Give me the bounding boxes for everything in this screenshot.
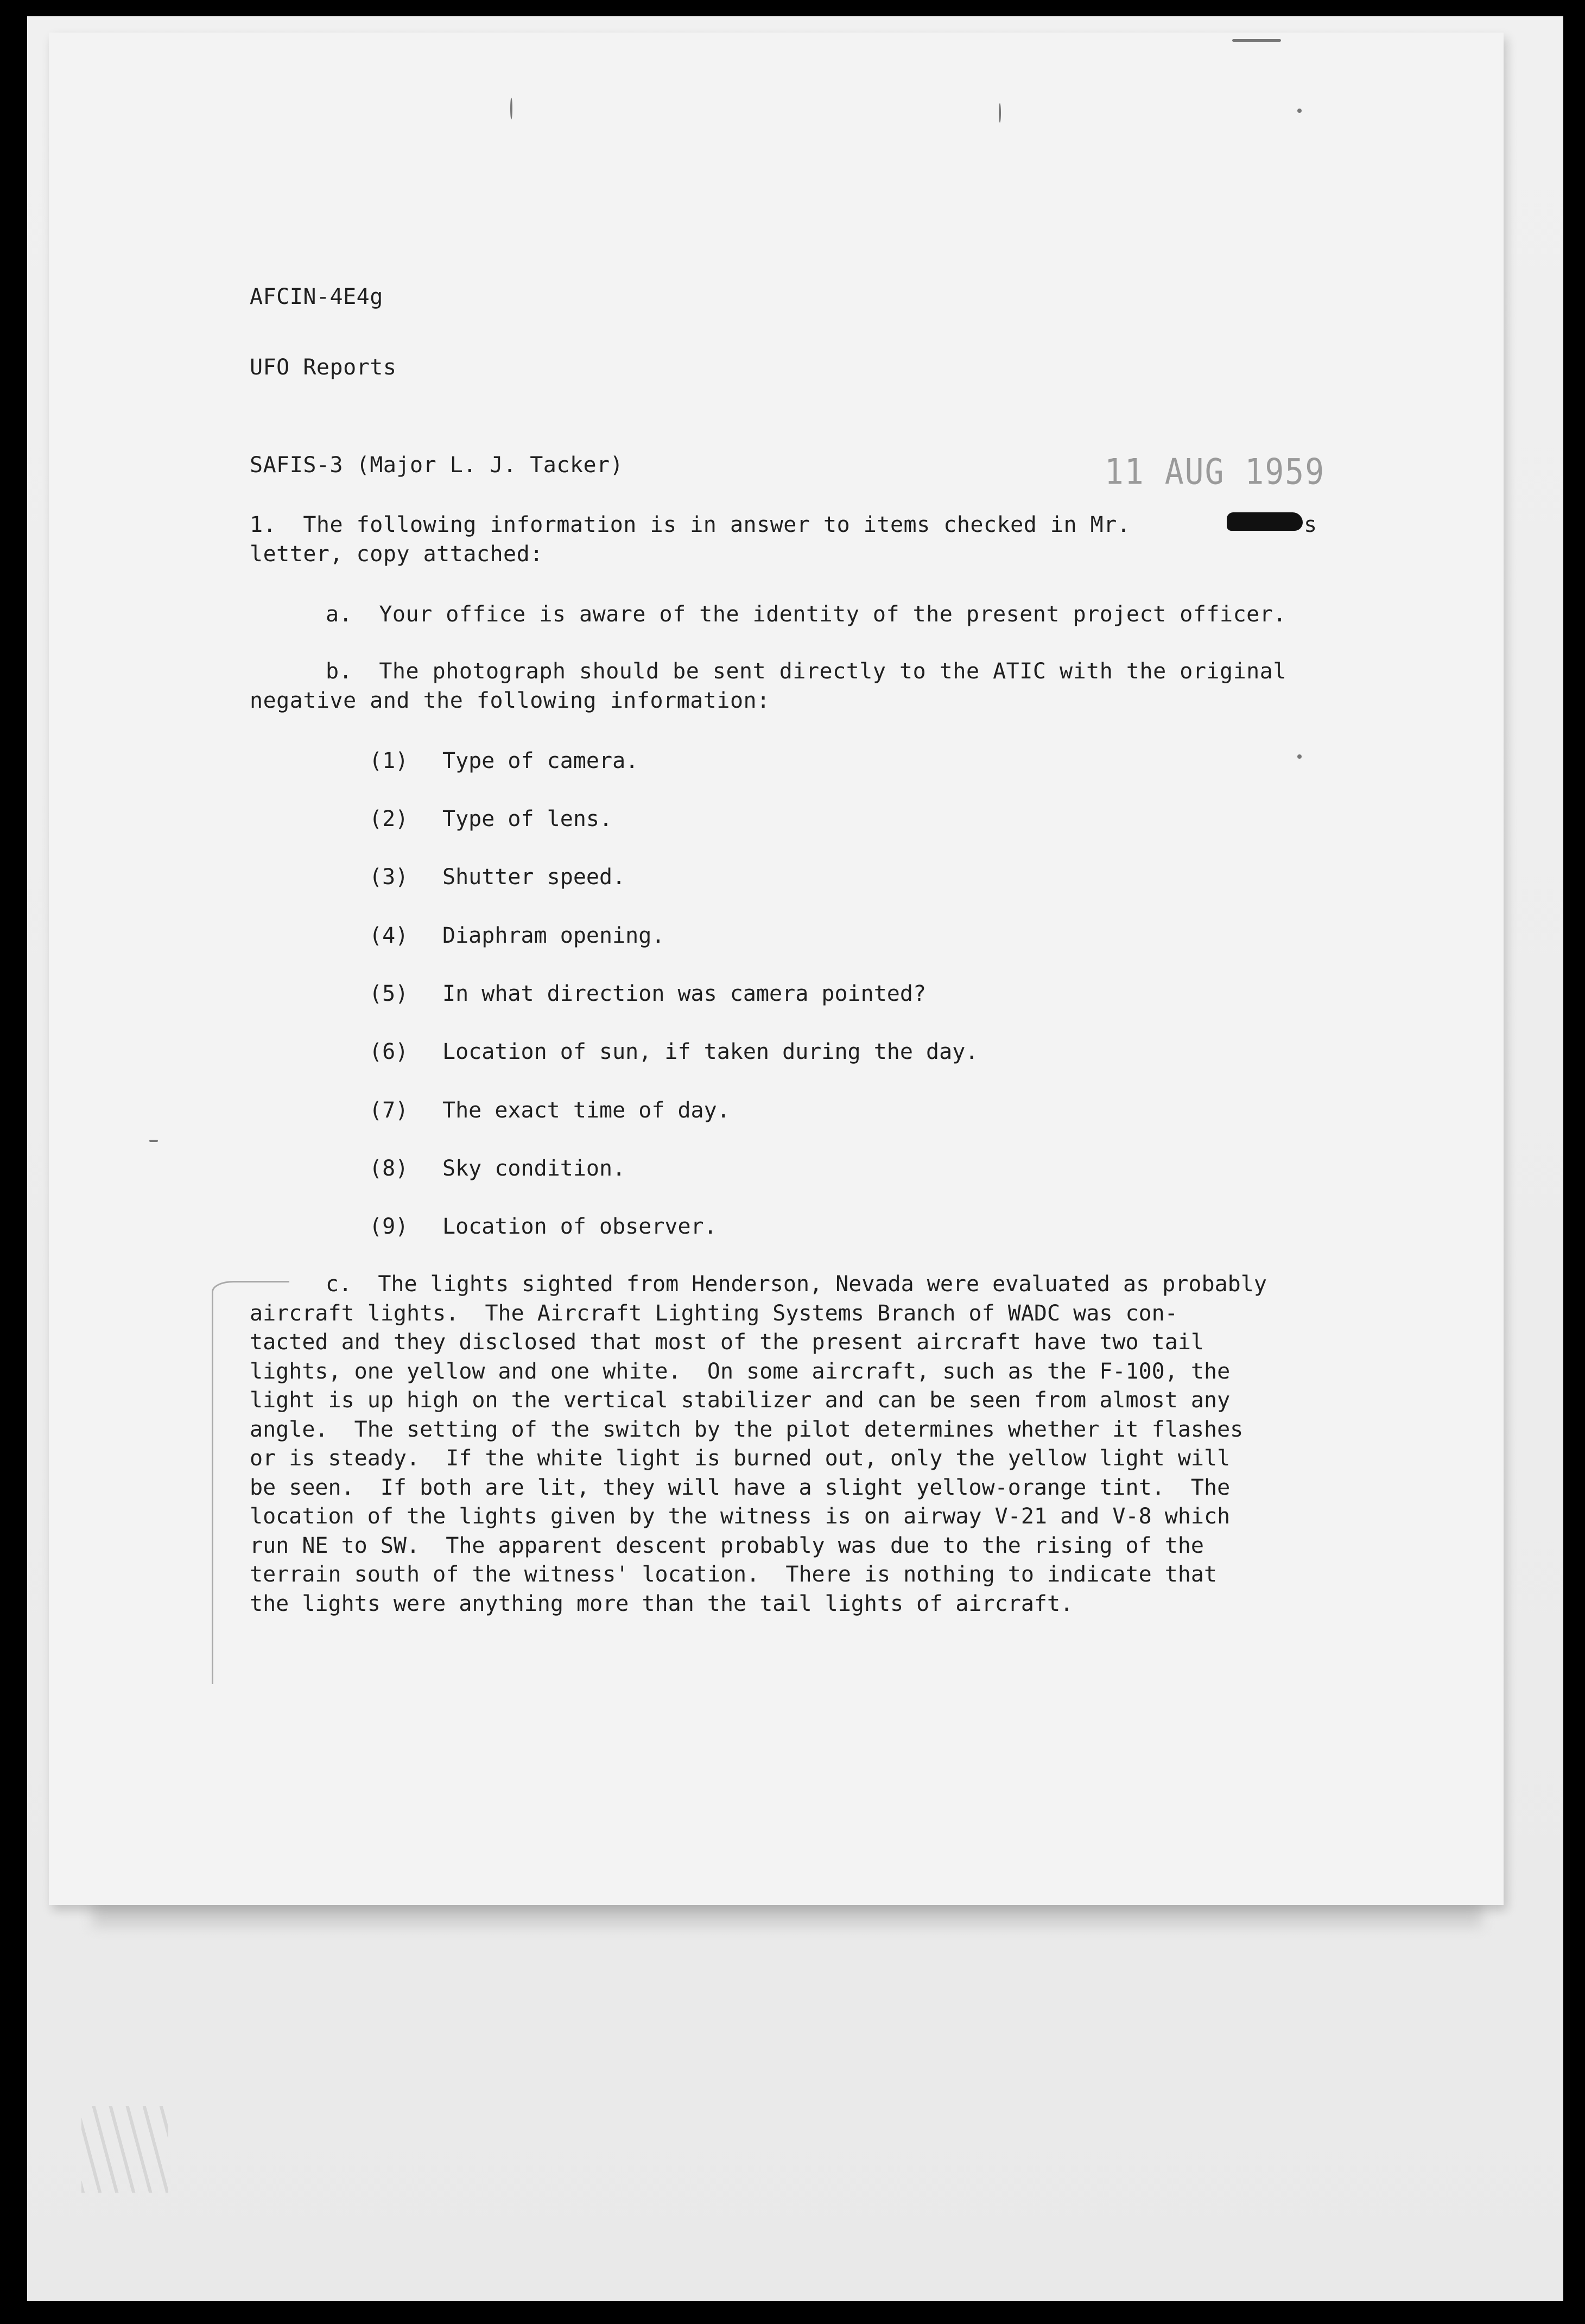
paragraph-c-line: the lights were anything more than the tail lights of aircraft. (250, 1591, 1074, 1616)
item-number: (6) (369, 1039, 409, 1064)
scan-speck (1297, 754, 1302, 759)
scan-speck (149, 1140, 158, 1142)
paragraph-c-line: be seen. If both are lit, they will have a slight yellow-orange tint. The (250, 1475, 1231, 1500)
scan-speck (999, 103, 1001, 123)
item-number: (8) (369, 1156, 409, 1181)
paragraph-c-line: tacted and they disclosed that most of the present aircraft have two tail (250, 1330, 1204, 1355)
paragraph-1-line-1: 1. The following information is in answer to items checked in Mr. (250, 512, 1131, 537)
paragraph-c-line: angle. The setting of the switch by the pilot determines whether it flashes (250, 1417, 1244, 1442)
scan-speck (510, 98, 512, 119)
item-text: In what direction was camera pointed? (442, 981, 927, 1006)
item-text: Type of camera. (442, 748, 639, 773)
date-stamp: 11 AUG 1959 (1105, 450, 1326, 493)
paragraph-b-line-2: negative and the following information: (250, 688, 770, 713)
addressee-line: SAFIS-3 (Major L. J. Tacker) (250, 453, 624, 478)
item-number: (1) (369, 748, 409, 773)
subject-line: UFO Reports (250, 355, 397, 380)
show-through-marks (81, 2106, 168, 2193)
paragraph-c-line: lights, one yellow and one white. On some aircraft, such as the F-100, the (250, 1358, 1231, 1384)
paragraph-1-suffix: s (1304, 512, 1317, 537)
item-text: Type of lens. (442, 807, 613, 831)
item-number: (9) (369, 1214, 409, 1239)
paragraph-c-line: location of the lights given by the witness is on airway V-21 and V-8 which (250, 1504, 1231, 1529)
item-text: Shutter speed. (442, 865, 626, 890)
paragraph-c-line: c. The lights sighted from Henderson, Nevada were evaluated as probably (326, 1272, 1267, 1297)
paragraph-c-line: run NE to SW. The apparent descent probably was due to the rising of the (250, 1533, 1204, 1558)
item-number: (7) (369, 1098, 409, 1123)
item-text: Location of observer. (442, 1214, 717, 1239)
paragraph-c-line: or is steady. If the white light is burned out, only the yellow light will (250, 1446, 1231, 1471)
item-number: (2) (369, 807, 409, 831)
paragraph-c (250, 1270, 1267, 1618)
item-number: (3) (369, 865, 409, 890)
paragraph-b-line-1: b. The photograph should be sent directly to the ATIC with the original (326, 659, 1286, 684)
paragraph-c-line: light is up high on the vertical stabilizer and can be seen from almost any (250, 1388, 1231, 1413)
item-text: Diaphram opening. (442, 923, 665, 948)
item-number: (5) (369, 981, 409, 1006)
scan-speck (1297, 109, 1302, 113)
item-number: (4) (369, 923, 409, 948)
scan-speck (1232, 39, 1281, 42)
paragraph-1-line-2: letter, copy attached: (250, 542, 543, 567)
paragraph-a: a. Your office is aware of the identity of the present project officer. (326, 602, 1286, 627)
paragraph-c-line: aircraft lights. The Aircraft Lighting Systems Branch of WADC was con- (250, 1300, 1178, 1326)
document-page (49, 33, 1504, 1905)
item-text: The exact time of day. (442, 1098, 730, 1123)
paragraph-c-line: terrain south of the witness' location. There is nothing to indicate that (250, 1562, 1218, 1587)
redaction-mark (1227, 512, 1303, 531)
office-symbol: AFCIN-4E4g (250, 284, 383, 309)
item-text: Sky condition. (442, 1156, 626, 1181)
item-text: Location of sun, if taken during the day. (442, 1039, 979, 1064)
